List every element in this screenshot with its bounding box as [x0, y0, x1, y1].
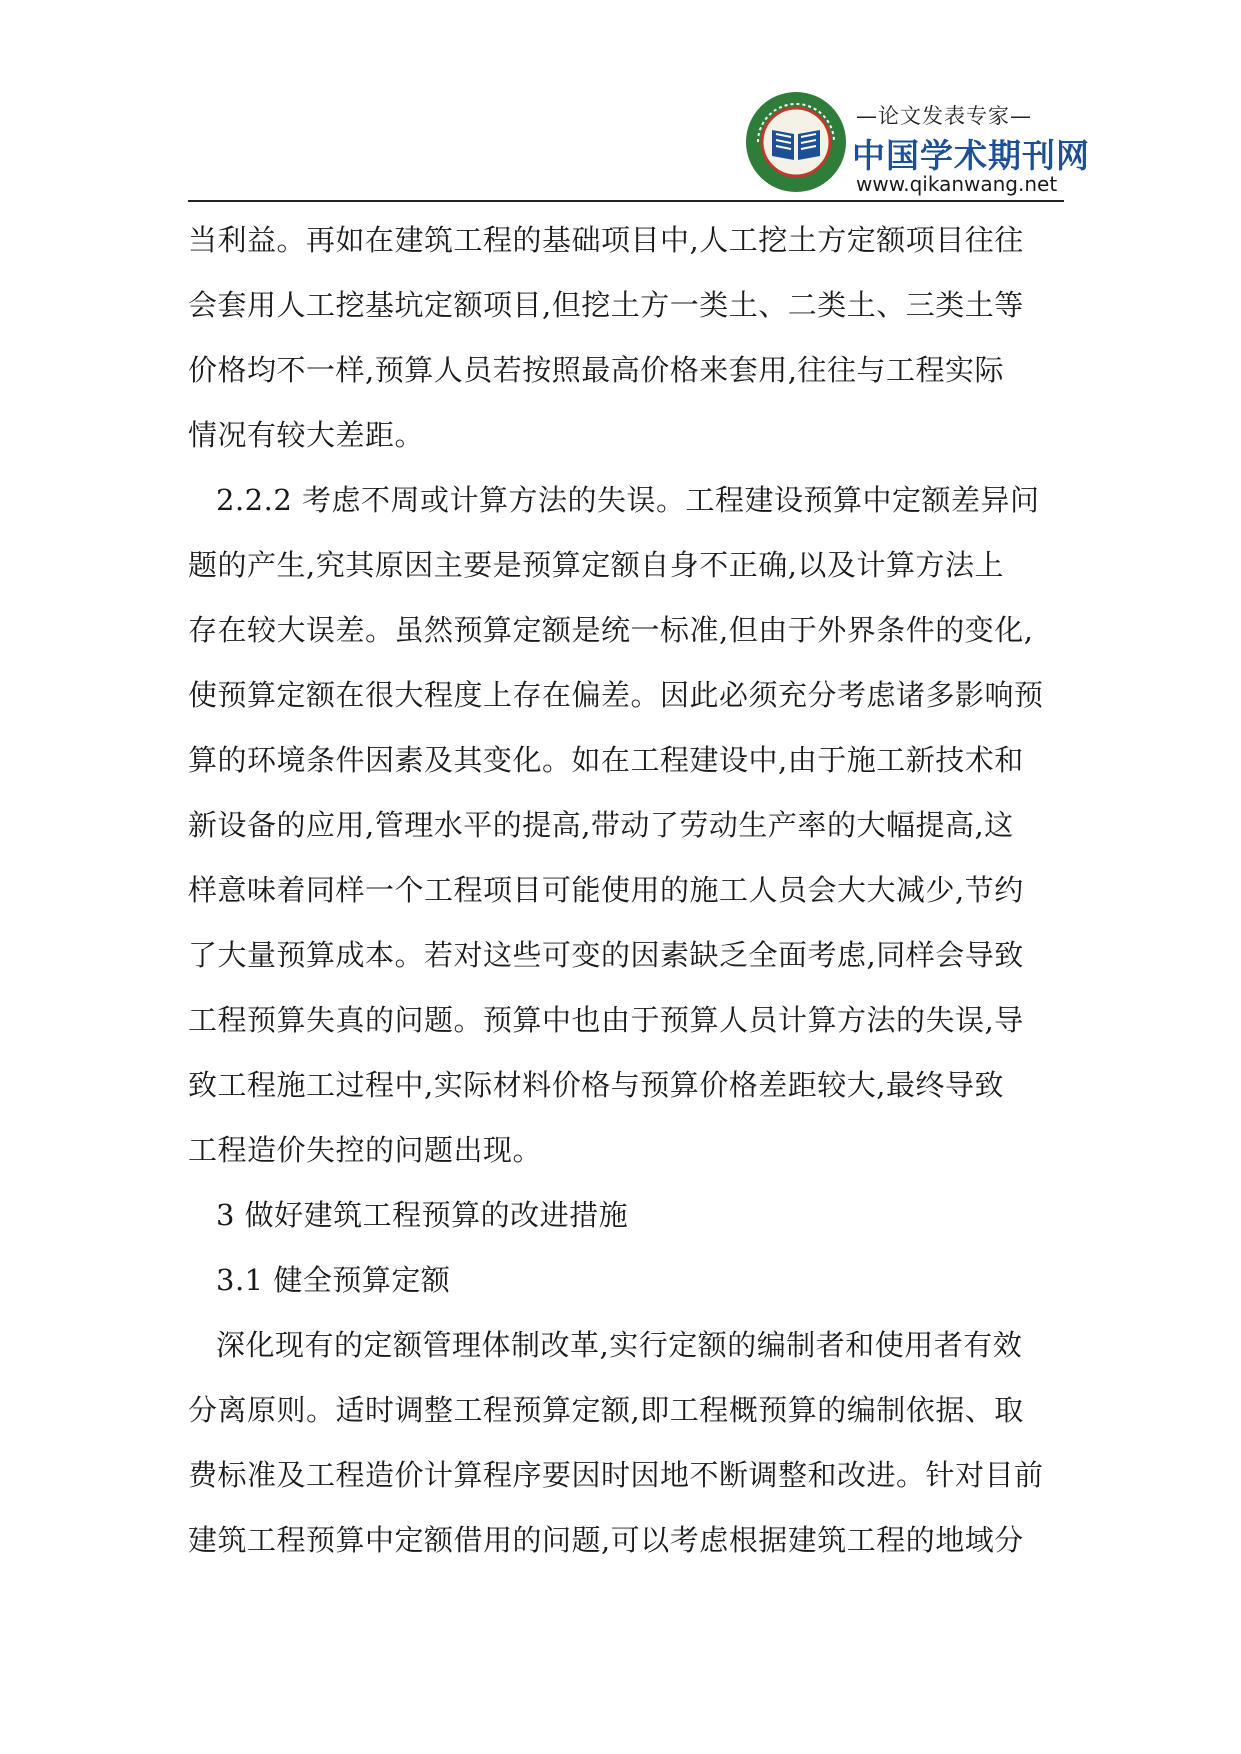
- text-line: 分离原则。适时调整工程预算定额,即工程概预算的编制依据、取: [188, 1393, 1024, 1427]
- text-line: 会套用人工挖基坑定额项目,但挖土方一类土、二类土、三类土等: [188, 288, 1024, 322]
- text-line: 工程预算失真的问题。预算中也由于预算人员计算方法的失误,导: [188, 1003, 1024, 1037]
- text-line: 题的产生,究其原因主要是预算定额自身不正确,以及计算方法上: [188, 548, 1004, 582]
- text-line: 使预算定额在很大程度上存在偏差。因此必须充分考虑诸多影响预: [188, 678, 1044, 712]
- text-line: 了大量预算成本。若对这些可变的因素缺乏全面考虑,同样会导致: [188, 938, 1024, 972]
- site-logo: [744, 86, 1090, 198]
- text-line: 致工程施工过程中,实际材料价格与预算价格差距较大,最终导致: [188, 1068, 1004, 1102]
- text-line: 存在较大误差。虽然预算定额是统一标准,但由于外界条件的变化,: [188, 613, 1034, 647]
- logo-slogan: —论文发表专家—: [856, 104, 1032, 128]
- logo-url[interactable]: www.qikanwang.net: [856, 172, 1058, 196]
- text-line: 建筑工程预算中定额借用的问题,可以考虑根据建筑工程的地域分: [188, 1523, 1024, 1557]
- text-line: 当利益。再如在建筑工程的基础项目中,人工挖土方定额项目往往: [188, 223, 1024, 257]
- text-line: 工程造价失控的问题出现。: [188, 1133, 543, 1167]
- header-divider: [188, 200, 1064, 202]
- section-heading-2-2-2: 2.2.2 考虑不周或计算方法的失误。工程建设预算中定额差异问: [216, 483, 1040, 517]
- text-line: 新设备的应用,管理水平的提高,带动了劳动生产率的大幅提高,这: [188, 808, 1014, 842]
- text-line: 情况有较大差距。: [188, 418, 425, 452]
- logo-site-name: 中国学术期刊网: [852, 136, 1090, 175]
- document-body: [188, 208, 1048, 1573]
- section-heading-3: 3 做好建筑工程预算的改进措施: [216, 1198, 629, 1232]
- seal-book-icon: [744, 90, 848, 194]
- text-line: 深化现有的定额管理体制改革,实行定额的编制者和使用者有效: [216, 1328, 1023, 1362]
- text-line: 算的环境条件因素及其变化。如在工程建设中,由于施工新技术和: [188, 743, 1024, 777]
- section-heading-3-1: 3.1 健全预算定额: [216, 1263, 451, 1297]
- text-line: 费标准及工程造价计算程序要因时因地不断调整和改进。针对目前: [188, 1458, 1044, 1492]
- text-line: 样意味着同样一个工程项目可能使用的施工人员会大大减少,节约: [188, 873, 1024, 907]
- text-line: 价格均不一样,预算人员若按照最高价格来套用,往往与工程实际: [188, 353, 1004, 387]
